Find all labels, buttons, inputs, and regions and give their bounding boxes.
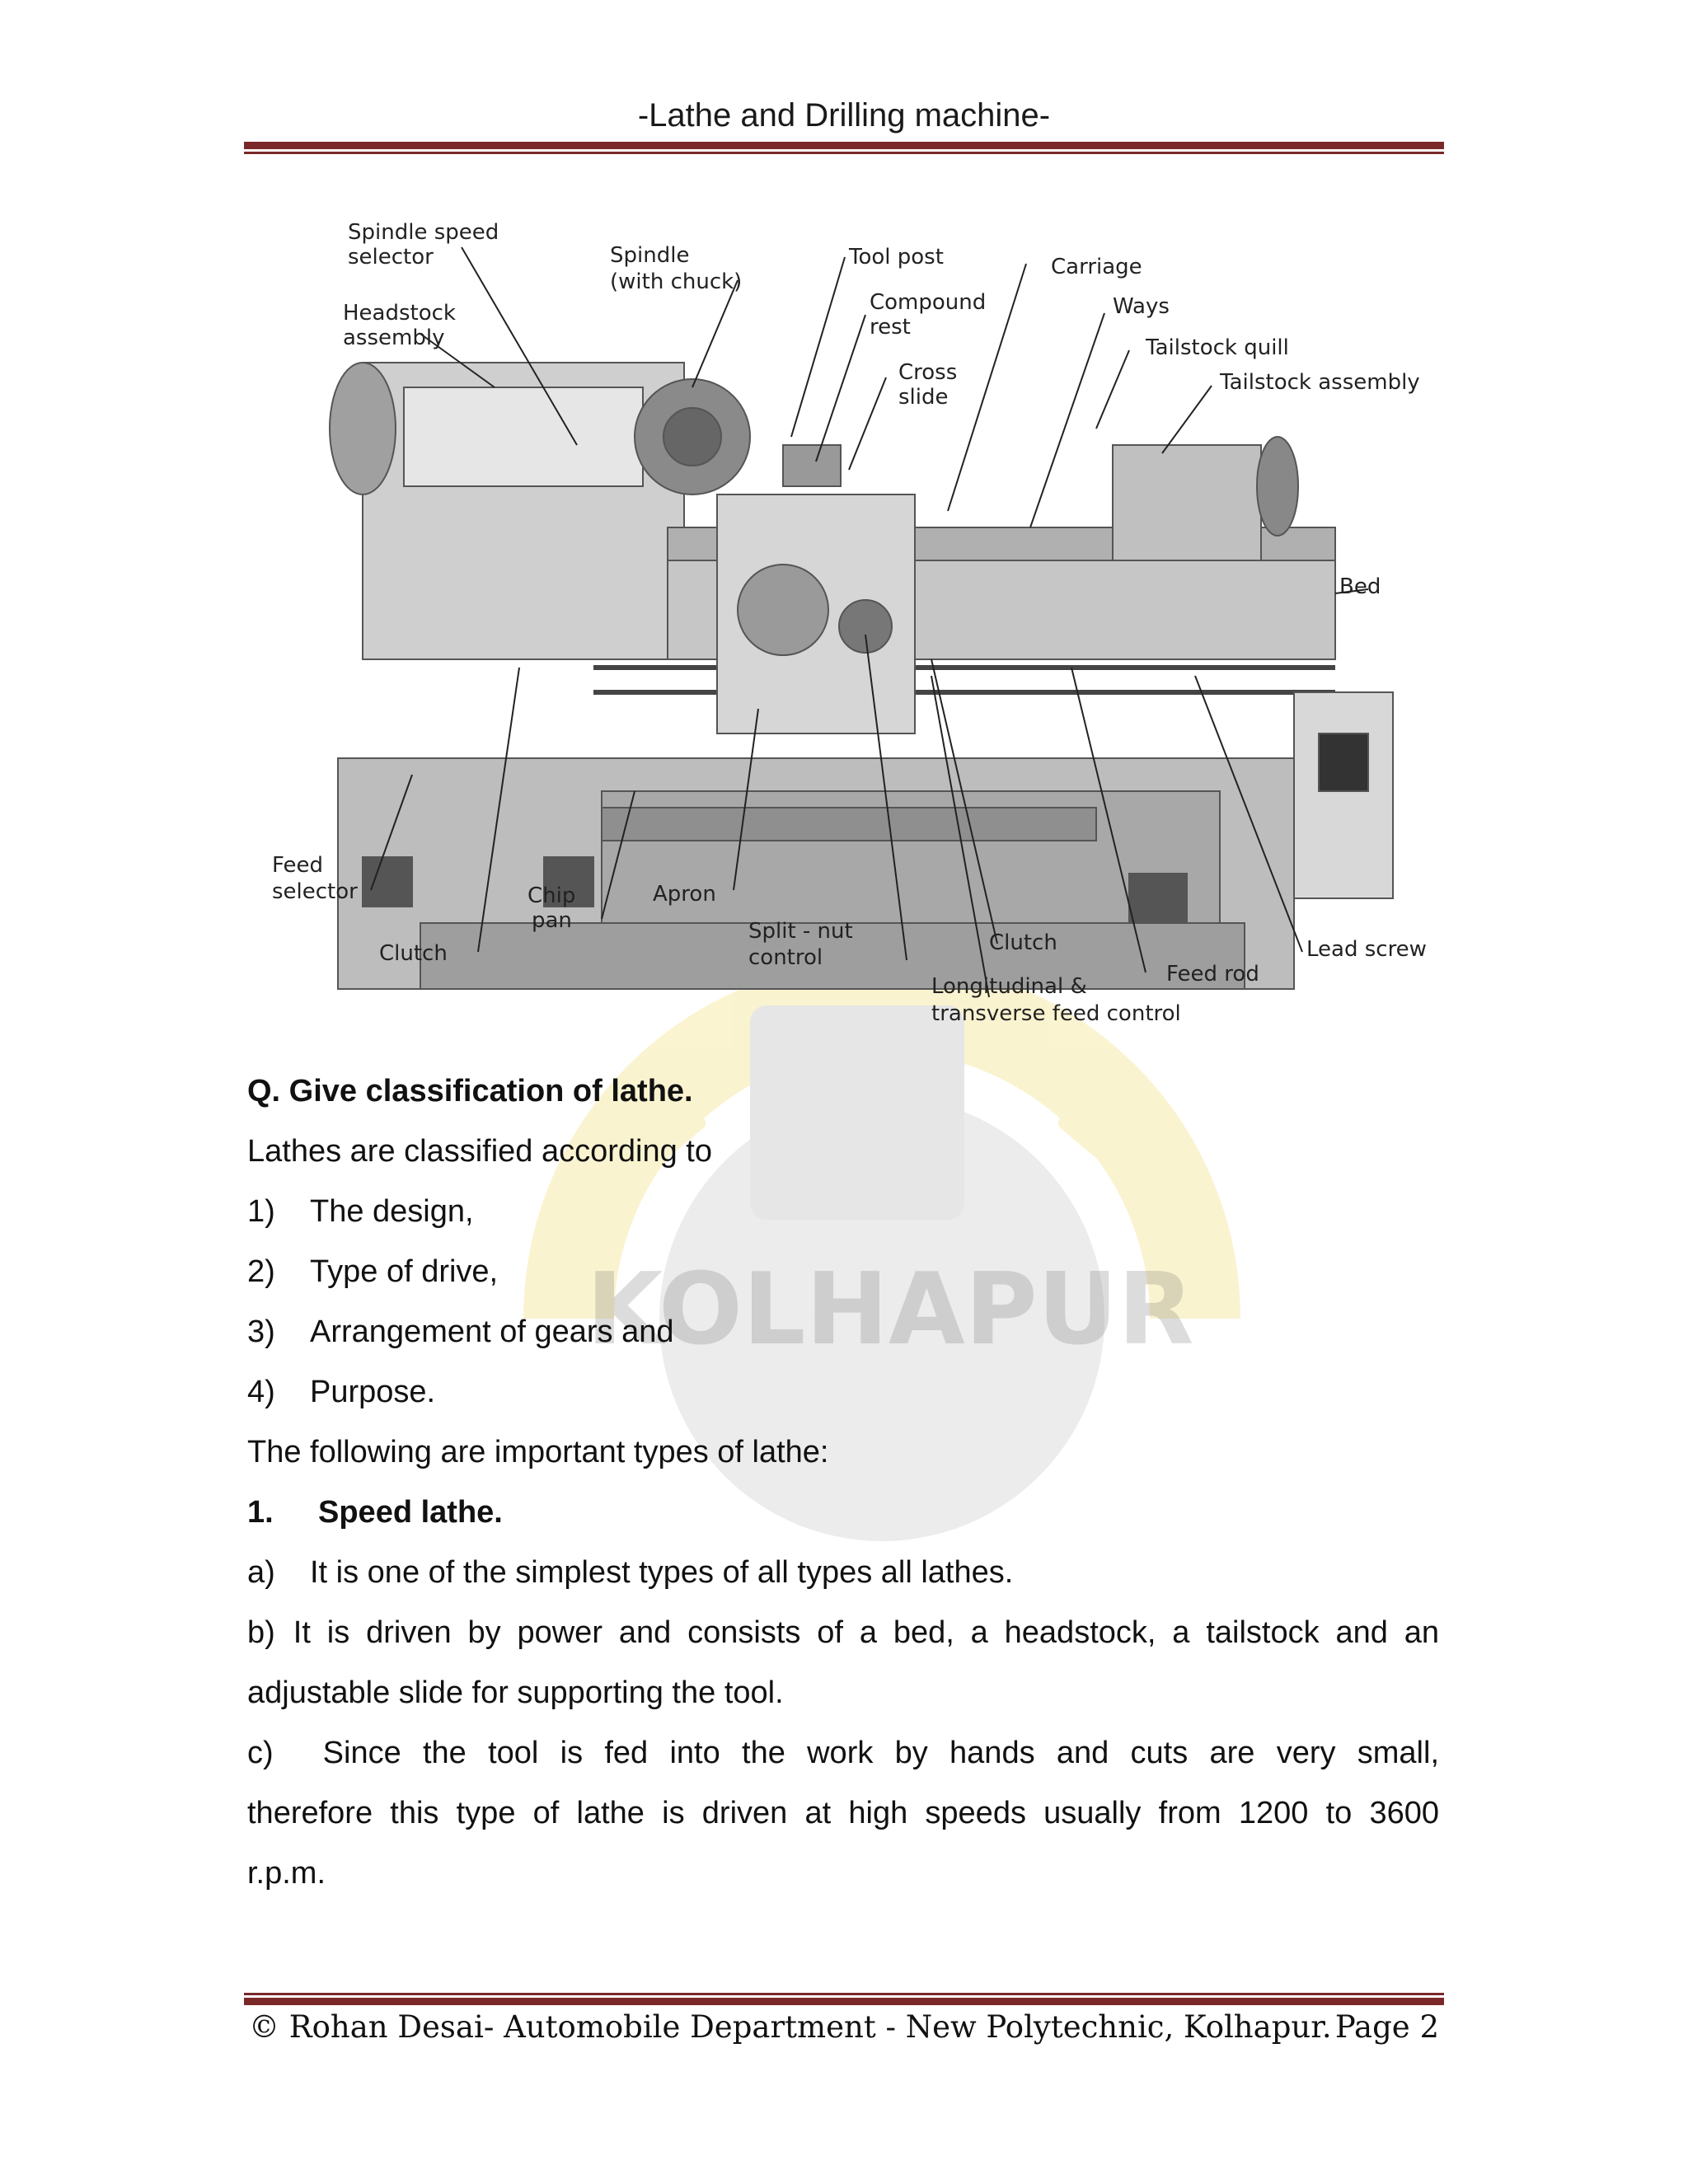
label-ways: Ways [1113,294,1170,319]
label-longitudinal-feed-control: Longitudinal & [931,974,1087,999]
list-item [247,1254,498,1290]
footer-rule-thin [244,1993,1444,1995]
college-emblem-watermark [503,972,1261,1599]
label-chip-pan: Chip [528,883,576,908]
point-b-line2: adjustable slide for supporting the tool. [247,1675,784,1710]
types-intro-text: The following are important types of lathe: [247,1435,829,1469]
label-bed: Bed [1339,574,1381,599]
label-longitudinal-feed-control-2: transverse feed control [931,1001,1181,1026]
list-item-number: 3) [247,1315,275,1349]
intro-text: Lathes are classified according to [247,1134,712,1169]
footer-credit: © Rohan Desai- Automobile Department - New Polytechnic, Kolhapur. [249,2009,1332,2045]
header-rule-thin [244,152,1444,154]
label-clutch-right: Clutch [989,930,1057,955]
list-item [247,1315,674,1350]
label-spindle: Spindle [610,243,690,268]
point-text: It is one of the simplest types of all types all lathes. [310,1555,1014,1590]
label-feed-selector-2: selector [272,879,358,904]
label-compound-rest: Compound [870,290,987,315]
lathe-diagram [272,198,1426,1047]
list-item [247,1375,435,1410]
label-split-nut-control: Split - nut [748,919,853,944]
label-headstock-assembly-2: assembly [343,326,445,350]
watermark-text: KOLHAPUR [586,1253,1194,1367]
list-item-text: Arrangement of gears and [310,1315,674,1349]
list-item-text: Type of drive, [310,1254,499,1289]
list-item [247,1194,474,1230]
page-header-title: -Lathe and Drilling machine- [637,97,1051,134]
list-item-number: 1) [247,1194,275,1229]
point-label: b) [247,1615,275,1650]
point-text: Since the tool is fed into the work by hands and cuts are very small, [322,1736,1439,1770]
list-item-text: The design, [310,1194,474,1229]
lathe-illustration [272,198,1426,1047]
label-carriage: Carriage [1051,255,1142,279]
label-feed-selector: Feed [272,853,324,878]
label-tool-post: Tool post [849,245,944,269]
label-spindle-2: (with chuck) [610,269,743,294]
label-compound-rest-2: rest [870,315,911,340]
point-c-line1 [247,1736,1439,1771]
label-feed-rod: Feed rod [1166,962,1259,987]
page-number: Page 2 [1334,2009,1439,2045]
label-spindle-speed-selector: Spindle speed [348,220,499,245]
header-rule [244,142,1444,149]
point-a [247,1555,1013,1591]
label-chip-pan-2: pan [532,908,572,933]
list-item-number: 4) [247,1375,275,1409]
point-text: It is driven by power and consists of a bed, a headstock, a tailstock and an [293,1615,1439,1650]
point-b-line1 [247,1615,1439,1651]
label-spindle-speed-selector-2: selector [348,245,434,269]
label-cross-slide: Cross [898,360,958,385]
label-tailstock-assembly: Tailstock assembly [1220,370,1420,395]
label-headstock-assembly: Headstock [343,301,456,326]
label-clutch-left: Clutch [379,941,448,966]
type-heading-number: 1. [247,1495,274,1530]
label-apron: Apron [653,882,716,907]
type-heading [247,1495,503,1530]
point-label: c) [247,1736,274,1770]
list-item-number: 2) [247,1254,275,1289]
footer-rule [244,1998,1444,2005]
label-tailstock-quill: Tailstock quill [1146,335,1289,360]
type-heading-title: Speed lathe. [318,1495,503,1530]
label-lead-screw: Lead screw [1306,937,1426,962]
point-label: a) [247,1555,275,1590]
point-c-line2: therefore this type of lathe is driven at high speeds usually from 1200 to 3600 [247,1796,1439,1830]
label-cross-slide-2: slide [898,385,949,410]
point-c-line3: r.p.m. [247,1856,326,1891]
list-item-text: Purpose. [310,1375,436,1409]
label-split-nut-control-2: control [748,945,823,970]
question-heading: Q. Give classification of lathe. [247,1074,693,1108]
